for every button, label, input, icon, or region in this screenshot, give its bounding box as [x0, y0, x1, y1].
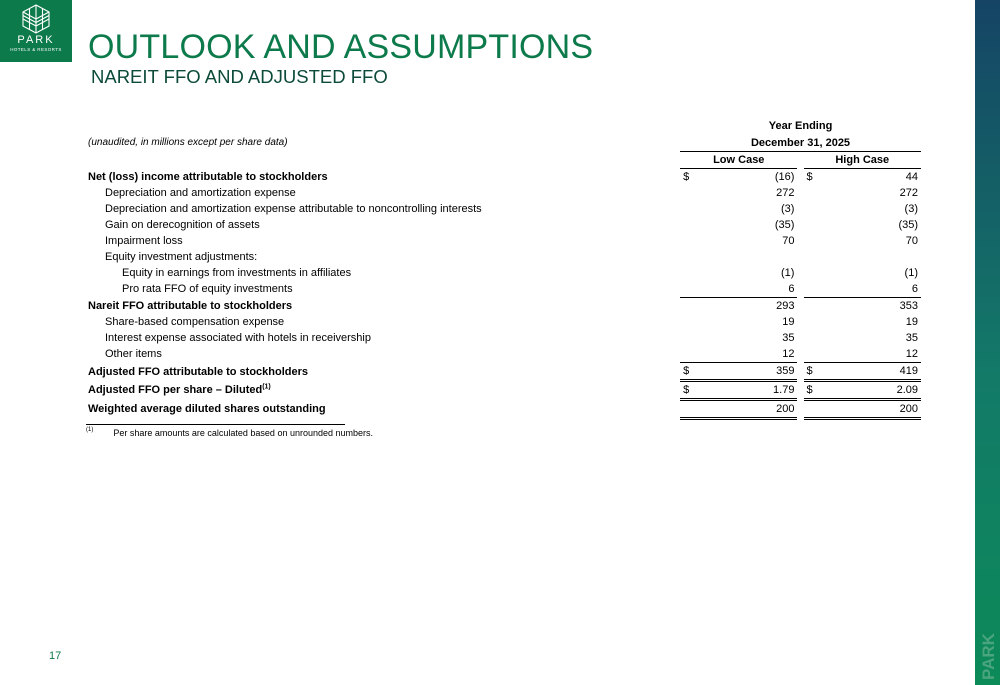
high-currency: [804, 314, 816, 330]
table-row: [85, 265, 921, 281]
row-label: [85, 314, 674, 330]
high-case-value: 419: [816, 363, 921, 381]
row-label: [85, 185, 674, 201]
low-case-value: (16): [774, 171, 795, 183]
low-case-value: 6: [788, 283, 795, 295]
high-currency: [804, 185, 816, 201]
high-case-header: High Case: [804, 152, 921, 169]
low-case-value: (1): [781, 267, 795, 279]
table-row: [85, 201, 921, 217]
ffo-table: [85, 118, 921, 420]
table-row: [85, 330, 921, 346]
high-currency: $: [804, 381, 816, 400]
row-label: [85, 233, 674, 249]
low-currency: [680, 265, 692, 281]
row-label-text: Adjusted FFO per share – Diluted: [88, 384, 263, 396]
header-row-cases: [85, 152, 921, 169]
table-row: [85, 281, 921, 298]
high-case-value: 70: [905, 235, 918, 247]
row-label-text: Share-based compensation expense: [105, 316, 285, 328]
low-currency: [680, 233, 692, 249]
table-row: [85, 346, 921, 363]
table-row: [85, 363, 921, 381]
table-row: [85, 169, 921, 186]
low-currency: [680, 400, 692, 419]
low-currency: [680, 314, 692, 330]
row-label-text: Impairment loss: [105, 235, 183, 247]
high-case-value: (3): [904, 203, 918, 215]
low-currency: [680, 298, 692, 315]
row-label-text: Depreciation and amortization expense attributable to noncontrolling interests: [105, 203, 482, 215]
high-case-value: 12: [905, 348, 918, 360]
footnote-text: Per share amounts are calculated based on unrounded numbers.: [113, 428, 374, 438]
row-label: [85, 381, 674, 400]
row-label-text: Weighted average diluted shares outstanding: [88, 403, 326, 415]
row-label: [85, 217, 674, 233]
building-logo-icon: [19, 4, 53, 34]
row-label-text: Equity in earnings from investments in affiliates: [122, 267, 352, 279]
high-case-value: 2.09: [816, 381, 921, 400]
low-case-value: 359: [692, 363, 797, 381]
high-currency: [804, 281, 816, 298]
table-row: [85, 314, 921, 330]
low-currency: [680, 185, 692, 201]
low-case-value: 272: [776, 187, 795, 199]
unaudited-note: (unaudited, in millions except per share data): [88, 137, 288, 149]
row-label-text: Equity investment adjustments:: [105, 251, 258, 263]
high-currency: $: [804, 363, 816, 381]
low-currency: [680, 330, 692, 346]
high-currency: [804, 201, 816, 217]
high-case-value: 272: [899, 187, 918, 199]
high-currency: [804, 249, 816, 265]
high-currency: [804, 400, 816, 419]
low-case-value: (35): [774, 219, 795, 231]
row-label: [85, 281, 674, 298]
page-subtitle: NAREIT FFO AND ADJUSTED FFO: [91, 66, 388, 87]
high-case-value: (35): [898, 219, 918, 231]
high-currency: $: [806, 171, 813, 183]
low-case-value: [692, 249, 797, 265]
high-case-value: 200: [816, 400, 921, 419]
high-currency: [804, 346, 816, 363]
footnote-ref: (1): [262, 383, 271, 391]
high-case-value: 35: [905, 332, 918, 344]
low-case-value: 12: [782, 348, 795, 360]
low-case-header: Low Case: [680, 152, 797, 169]
high-currency: [804, 217, 816, 233]
low-case-value: 35: [782, 332, 795, 344]
low-currency: $: [680, 381, 692, 400]
row-label-text: Nareit FFO attributable to stockholders: [88, 299, 293, 312]
table-row: [85, 381, 921, 400]
low-currency: [680, 281, 692, 298]
table-row: [85, 249, 921, 265]
high-currency: [804, 298, 816, 315]
row-label: [85, 400, 674, 419]
high-currency: [804, 265, 816, 281]
row-label: [85, 298, 674, 315]
low-currency: [680, 201, 692, 217]
low-case-value: 19: [782, 316, 795, 328]
high-currency: [804, 330, 816, 346]
sidebar-text: PARK: [979, 633, 998, 680]
row-label-text: Gain on derecognition of assets: [105, 219, 260, 231]
row-label-text: Adjusted FFO attributable to stockholders: [88, 365, 309, 378]
row-label-text: Depreciation and amortization expense: [105, 187, 296, 199]
row-label: [85, 330, 674, 346]
period-label: Year Ending: [768, 120, 833, 132]
low-currency: [680, 217, 692, 233]
table-row: [85, 400, 921, 419]
brand-sidebar: [975, 0, 1000, 685]
row-label: [85, 265, 674, 281]
high-case-value: [816, 249, 921, 265]
low-case-value: 70: [782, 235, 795, 247]
ffo-table-body: [85, 118, 921, 419]
low-case-value: 293: [692, 298, 797, 315]
park-logo: [0, 0, 72, 62]
footnote-divider: [86, 424, 345, 425]
low-case-value: 1.79: [692, 381, 797, 400]
low-currency: [680, 249, 692, 265]
footnote-marker: (1): [86, 427, 94, 433]
period-date: December 31, 2025: [680, 135, 921, 152]
row-label: [85, 169, 674, 186]
table-row: [85, 233, 921, 249]
logo-name: PARK: [17, 34, 55, 46]
high-case-value: 353: [816, 298, 921, 315]
high-case-value: 44: [905, 171, 918, 183]
row-label-text: Net (loss) income attributable to stockholders: [88, 170, 328, 183]
high-case-value: (1): [904, 267, 918, 279]
page-title: OUTLOOK AND ASSUMPTIONS: [88, 28, 594, 66]
high-case-value: 19: [905, 316, 918, 328]
sidebar-park-wordmark: [978, 618, 998, 680]
row-label: [85, 201, 674, 217]
table-row: [85, 217, 921, 233]
footnote: [86, 428, 373, 438]
logo-subtitle: HOTELS & RESORTS: [10, 47, 62, 52]
low-currency: $: [683, 171, 690, 183]
row-label: [85, 346, 674, 363]
high-case-value: 6: [911, 283, 918, 295]
row-label: [85, 363, 674, 381]
row-label-text: Interest expense associated with hotels in receivership: [105, 332, 371, 344]
row-label-text: Pro rata FFO of equity investments: [122, 283, 293, 296]
header-row-date: [85, 135, 921, 152]
low-currency: [680, 346, 692, 363]
table-row: [85, 185, 921, 201]
low-currency: $: [680, 363, 692, 381]
row-label-text: Other items: [105, 348, 162, 361]
page-number: 17: [49, 650, 62, 662]
row-label: [85, 249, 674, 265]
low-case-value: 200: [692, 400, 797, 419]
header-row-period: [85, 118, 921, 135]
low-case-value: (3): [781, 203, 795, 215]
table-row: [85, 298, 921, 315]
ffo-table-container: [85, 118, 921, 420]
high-currency: [804, 233, 816, 249]
